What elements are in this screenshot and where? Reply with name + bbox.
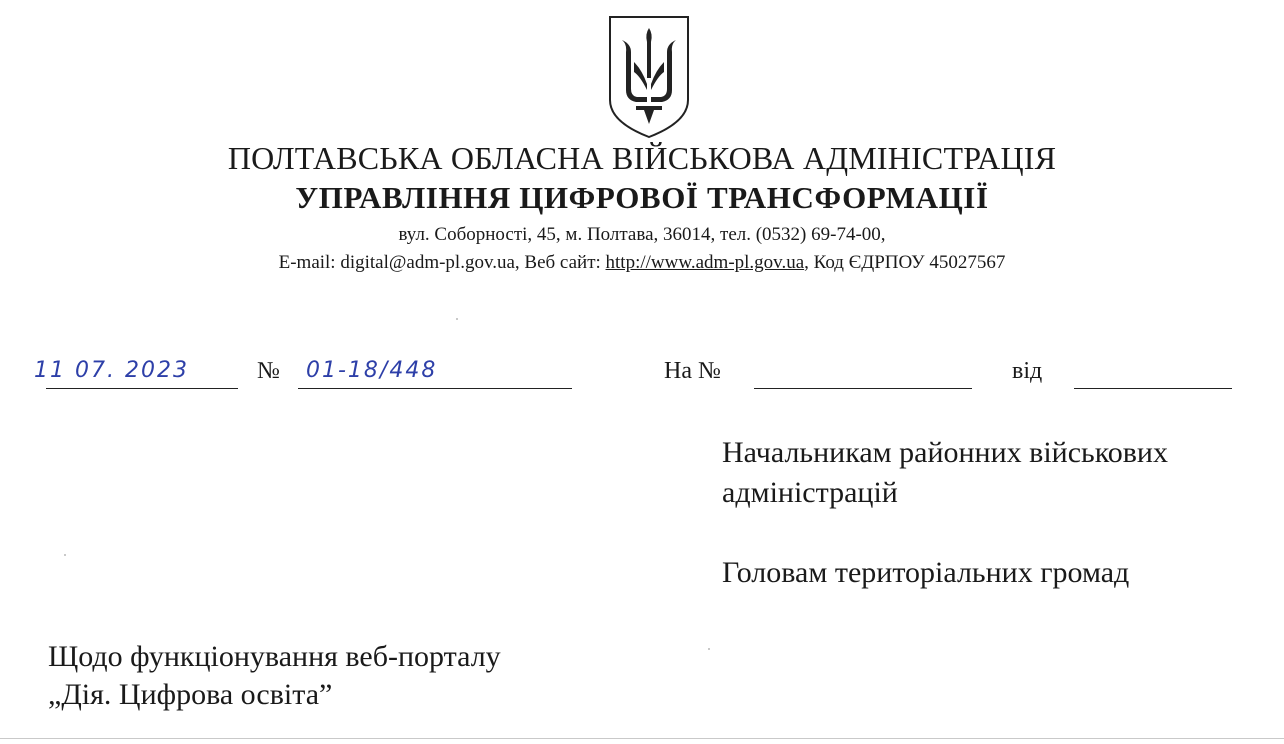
registration-date: 11 07. 2023 [34, 358, 189, 383]
subject-line-1: Щодо функціонування веб-порталу [48, 640, 501, 673]
contacts-line [0, 252, 1284, 274]
subject-block [48, 638, 501, 714]
reply-date-underline [1074, 388, 1232, 389]
number-sign: № [257, 358, 280, 384]
website-link[interactable]: http://www.adm-pl.gov.ua [605, 252, 805, 273]
email-text: E-mail: digital@adm-pl.gov.ua, Веб сайт: [278, 252, 606, 273]
registration-number: 01-18/448 [306, 358, 438, 383]
reply-number-label: На № [664, 358, 721, 384]
address-line: вул. Соборності, 45, м. Полтава, 36014, тел. (0532) 69-74-00, [398, 224, 886, 245]
reply-from-label: від [1012, 358, 1043, 384]
number-underline [298, 388, 572, 389]
reply-number-underline [754, 388, 972, 389]
recipient-line-1: Начальникам районних військових [722, 436, 1168, 469]
date-underline [46, 388, 238, 389]
organization-title: ПОЛТАВСЬКА ОБЛАСНА ВІЙСЬКОВА АДМІНІСТРАЦІЯ [227, 140, 1057, 176]
scan-speck [456, 318, 458, 320]
scan-speck [708, 648, 710, 650]
department-title: УПРАВЛІННЯ ЦИФРОВОЇ ТРАНСФОРМАЦІЇ [295, 180, 989, 215]
scan-speck [64, 554, 66, 556]
coat-of-arms-icon [606, 14, 692, 140]
edrpou-text: , Код ЄДРПОУ 45027567 [804, 252, 1006, 273]
subject-line-2: „Дія. Цифрова освіта” [48, 678, 333, 711]
page-bottom-edge [0, 738, 1284, 739]
recipient-line-3: Головам територіальних громад [722, 556, 1130, 589]
recipient-line-2: адміністрацій [722, 476, 898, 509]
